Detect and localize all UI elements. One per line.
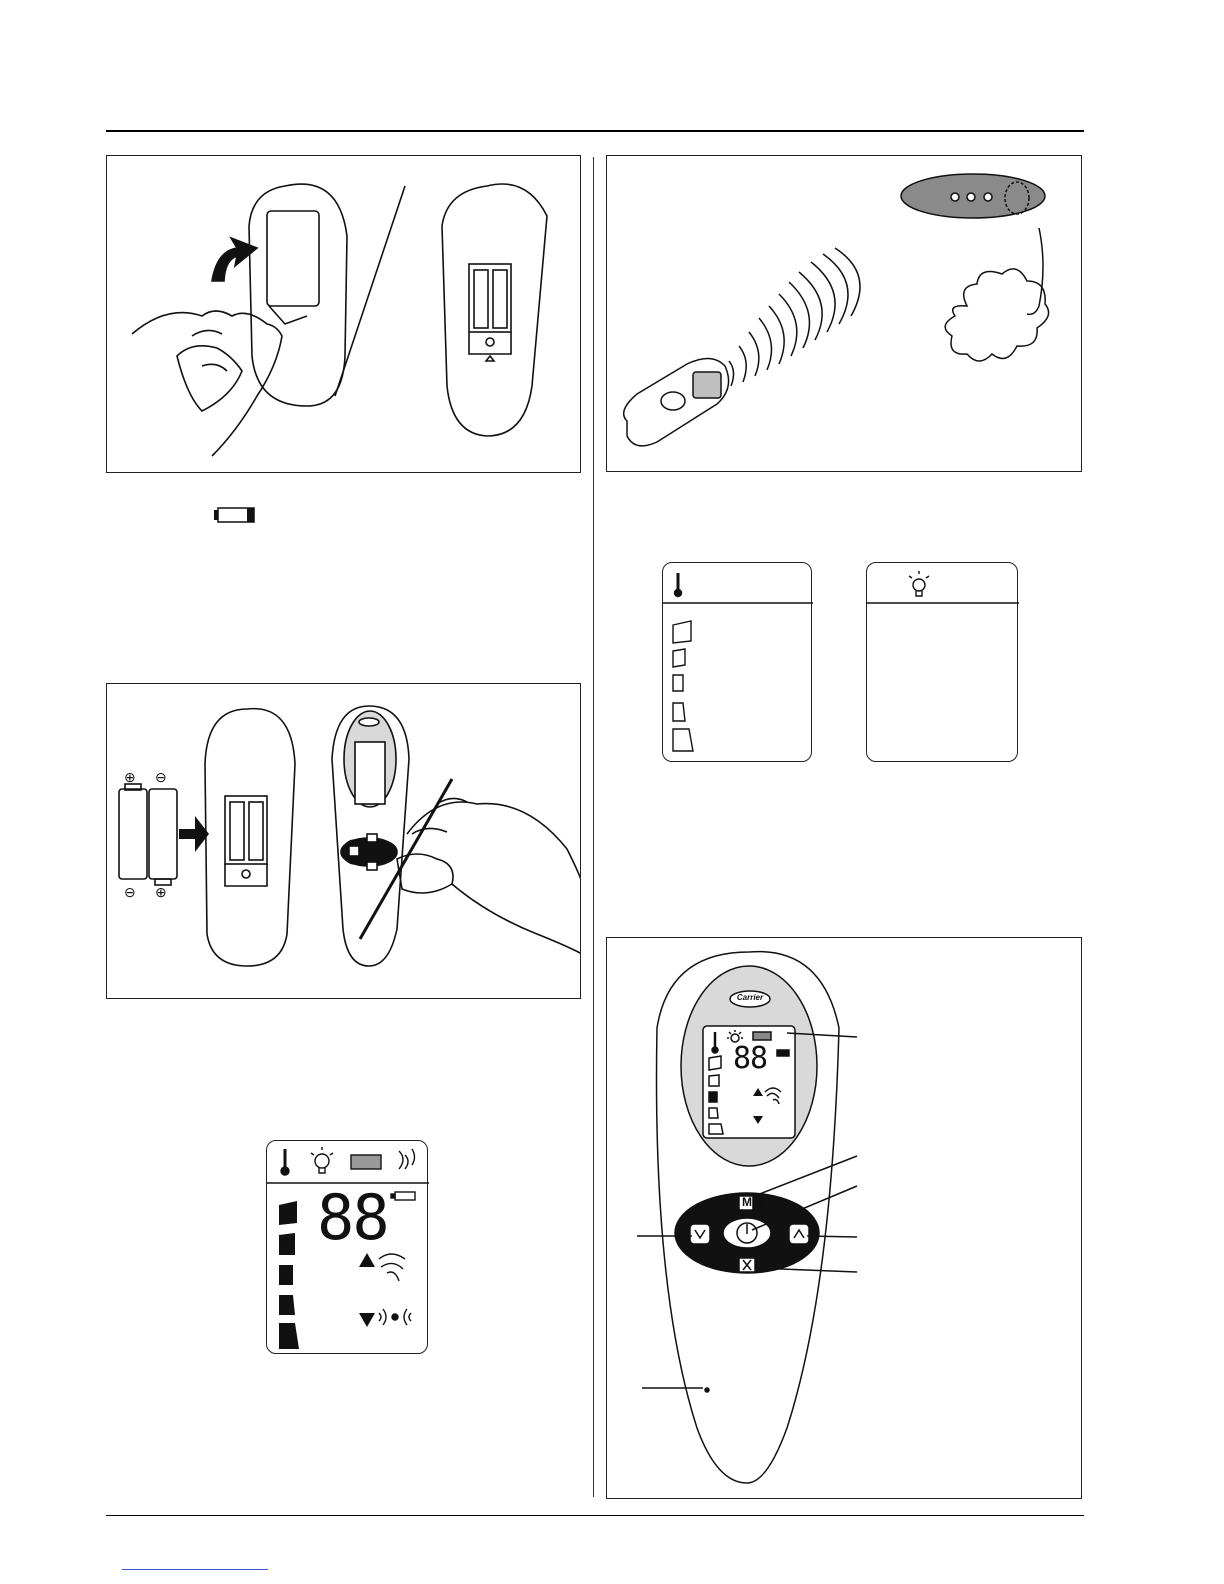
battery-minus-bottom-left: ⊖ bbox=[124, 884, 136, 900]
panel-insert-batteries bbox=[106, 683, 581, 999]
battery-compartment bbox=[469, 264, 511, 332]
battery-aa-left bbox=[119, 789, 147, 879]
remote-back-open bbox=[205, 709, 295, 966]
down-button bbox=[690, 1224, 710, 1244]
up-button bbox=[789, 1224, 809, 1244]
brand-logo: Carrier bbox=[736, 993, 764, 1002]
remote-lcd-digits: 88 bbox=[733, 1041, 768, 1076]
remote-back-left bbox=[249, 184, 347, 406]
battery-aa-right bbox=[149, 789, 177, 879]
lcd-digits: 88 bbox=[317, 1181, 388, 1254]
lcd-display-large bbox=[266, 1140, 428, 1354]
battery-plus-bottom-right: ⊕ bbox=[155, 884, 167, 900]
insert-arrow-icon bbox=[179, 816, 209, 852]
panel-signal-reception bbox=[606, 155, 1082, 472]
battery-minus-top-right: ⊖ bbox=[155, 769, 167, 785]
battery-plus-top-left: ⊕ bbox=[124, 769, 136, 785]
temperature-level-box bbox=[662, 562, 812, 762]
battery-low-icon bbox=[213, 507, 255, 523]
reset-hole bbox=[705, 1388, 709, 1392]
battery-cover bbox=[267, 211, 319, 306]
panel-remote-diagram bbox=[606, 937, 1082, 1499]
column-divider bbox=[593, 157, 594, 1497]
footer-link-underline[interactable] bbox=[122, 1555, 268, 1570]
light-level-box bbox=[866, 562, 1018, 762]
remote-back-right bbox=[442, 184, 547, 436]
mode-button-label[interactable]: M bbox=[742, 1195, 752, 1209]
header-rule bbox=[106, 130, 1084, 132]
footer-rule bbox=[106, 1515, 1084, 1516]
panel-open-battery-cover bbox=[106, 155, 581, 473]
receiver-closeup-cloud bbox=[945, 269, 1048, 361]
